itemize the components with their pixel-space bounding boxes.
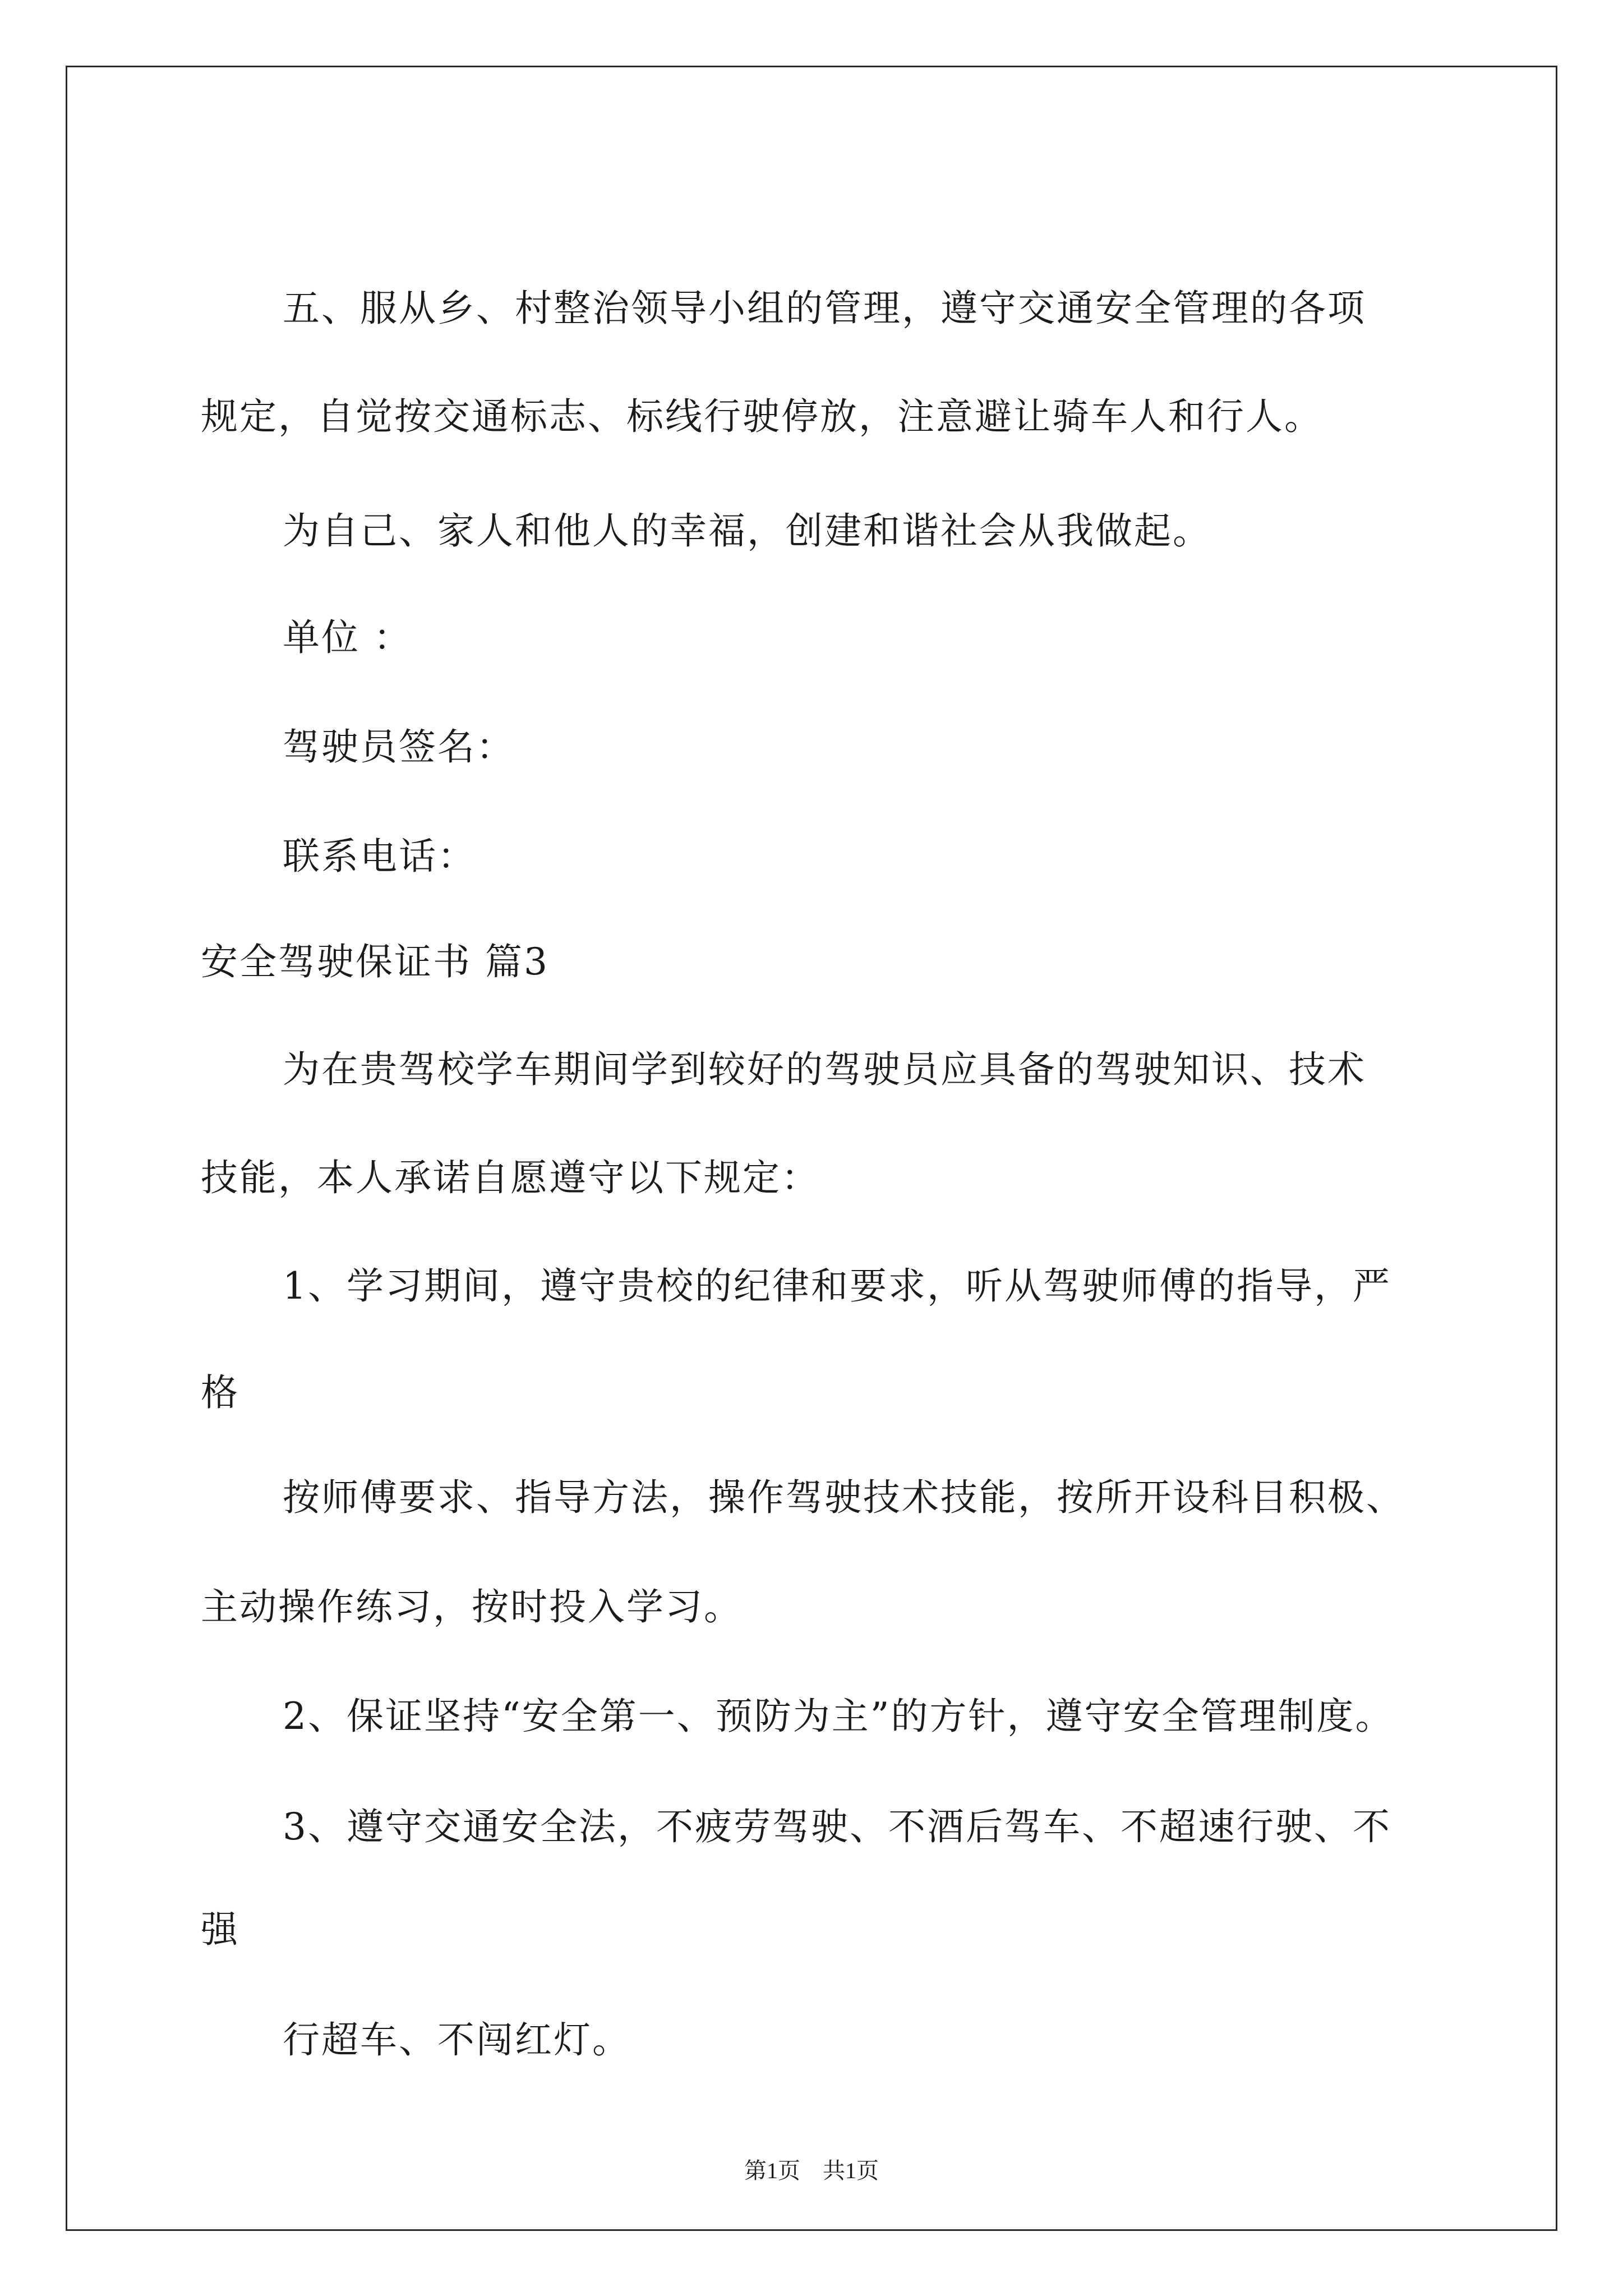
paragraph-line: 3、遵守交通安全法，不疲劳驾驶、不酒后驾车、不超速行驶、不: [283, 1805, 1391, 1848]
paragraph-line: 2、保证坚持“安全第一、预防为主”的方针，遵守安全管理制度。: [283, 1695, 1394, 1738]
paragraph-line: 驾驶员签名：: [283, 725, 515, 769]
paragraph-line: 主动操作练习，按时投入学习。: [201, 1585, 743, 1628]
section-heading: 安全驾驶保证书 篇3: [201, 940, 549, 983]
paragraph-line: 五、服从乡、村整治领导小组的管理，遵守交通安全管理的各项: [283, 287, 1366, 330]
paragraph-line: 技能，本人承诺自愿遵守以下规定：: [201, 1156, 820, 1199]
paragraph-line: 单位 ：: [283, 616, 412, 659]
paragraph-line: 强: [201, 1908, 239, 1951]
page-footer: 第1页 共1页: [744, 2158, 879, 2183]
paragraph-line: 按师傅要求、指导方法，操作驾驶技术技能，按所开设科目积极、: [283, 1476, 1405, 1519]
paragraph-line: 联系电话：: [283, 835, 476, 878]
document-body: [67, 67, 1556, 2229]
page-frame: [66, 66, 1557, 2231]
paragraph-line: 规定，自觉按交通标志、标线行驶停放，注意避让骑车人和行人。: [201, 395, 1323, 438]
paragraph-line: 为自己、家人和他人的幸福，创建和谐社会从我做起。: [283, 509, 1211, 553]
paragraph-line: 为在贵驾校学车期间学到较好的驾驶员应具备的驾驶知识、技术: [283, 1048, 1366, 1091]
paragraph-line: 格: [201, 1371, 239, 1414]
paragraph-line: 行超车、不闯红灯。: [283, 2018, 631, 2062]
paragraph-line: 1、学习期间，遵守贵校的纪律和要求，听从驾驶师傅的指导，严: [283, 1264, 1391, 1308]
